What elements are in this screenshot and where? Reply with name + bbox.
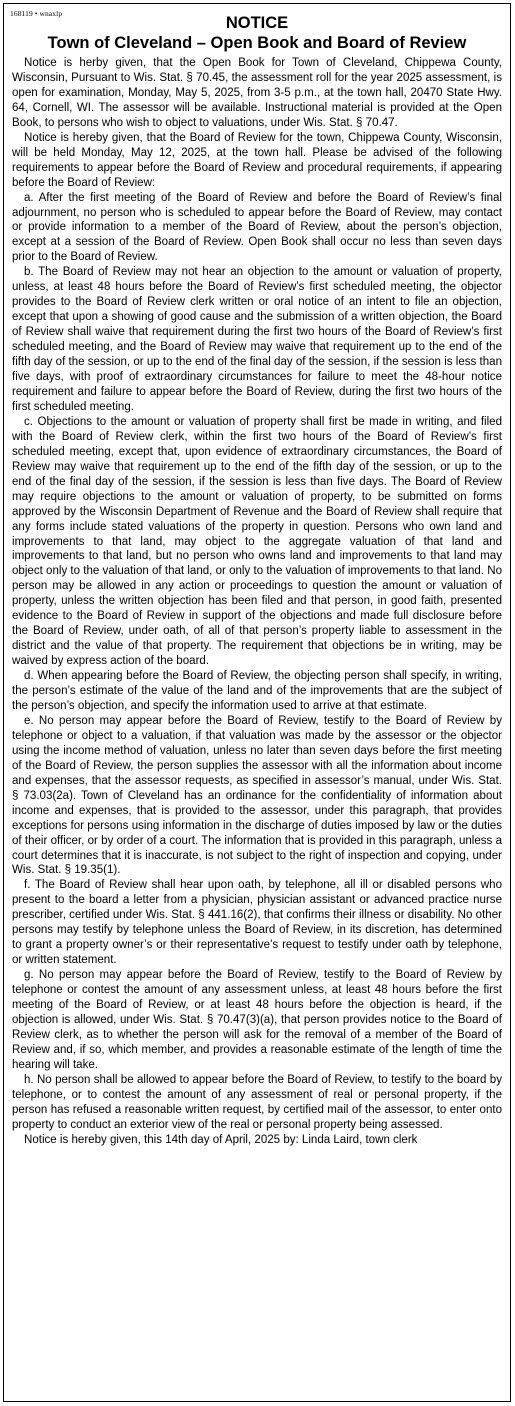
requirement-b: b. The Board of Review may not hear an objection to the amount or valuation of property, unless, at least 48 hours before the Board of Review’s first scheduled meeting, the objector provides to the Board of Review clerk written or oral notice of an intent to file an objection, except that upon a showing of good cause and the submission of a written objection, the Board of Review shall waive that requirement during the first two hours of the Board of Review’s first scheduled meeting, and the Board of Review may waive that requirement up to the end of the fifth day of the session, or up to the end of the final day of the session, if the session is less than five days, with proof of extraordinary circumstances for failure to meet the 48-hour notice requirement and failure to appear before the Board of Review, during the first two hours of the first scheduled meeting. [12, 266, 502, 413]
paragraph-board-of-review: Notice is hereby given, that the Board of Review for the town, Chippewa County, Wisconsin, will be held Monday, May 12, 2025, at the town hall. Please be advised of the following requirements to appear before the Board of Review and procedural requirements, if appearing before the Board of Review: [12, 131, 502, 189]
notice-subheading: Town of Cleveland – Open Book and Board of Review [47, 34, 467, 52]
requirement-a: a. After the first meeting of the Board of Review and before the Board of Review’s final adjournment, no person who is scheduled to appear before the Board of Review, may contact or provide information to a member of the Board of Review, about the person’s objection, except at a session of the Board of Review. Open Book shall occur no less than seven days prior to the Board of Review. [12, 191, 502, 264]
signature-line: Notice is hereby given, this 14th day of April, 2025 by: Linda Laird, town clerk [24, 1133, 418, 1146]
requirement-g: g. No person may appear before the Board of Review, testify to the Board of Review by telephone or contest the amount of any assessment unless, at least 48 hours before the first meeting of the Board of Review, or at least 48 hours before the objection is heard, if the objection is allowed, under Wis. Stat. § 70.47(3)(a), that person provides notice to the Board of Review clerk, as to whether the person will ask for the removal of a member of the Board of Review and, if so, which member, and provides a reasonable estimate of the length of time the hearing will take. [12, 969, 502, 1071]
paragraph-open-book: Notice is herby given, that the Open Book for Town of Cleveland, Chippewa County, Wisconsin, Pursuant to Wis. Stat. § 70.45, the assessment roll for the year 2025 assessment, is open for examination, Monday, May 5, 2025, from 3-5 p.m., at the town hall, 20470 State Hwy. 64, Cornell, WI. The assessor will be available. Instructional material is provided at the Open Book, to persons who wish to object to valuations, under Wis. Stat. § 70.47. [12, 57, 502, 129]
ad-id: 168119 • wnaxlp [10, 9, 63, 18]
requirement-d: d. When appearing before the Board of Review, the objecting person shall specify, in writing, the person’s estimate of the value of the land and of the improvements that are the subject of the person’s objection, and specify the information used to arrive at that estimate. [12, 670, 502, 712]
requirement-f: f. The Board of Review shall hear upon oath, by telephone, all ill or disabled persons who present to the board a letter from a physician, physician assistant or advanced practice nurse prescriber, certified under Wis. Stat. § 441.16(2), that confirms their illness or disability. No other persons may testify by telephone unless the Board of Review, in its discretion, has determined to grant a property owner’s or their representative’s request to testify under oath by telephone, or written statement. [12, 879, 502, 967]
requirement-e: e. No person may appear before the Board of Review, testify to the Board of Review by telephone or object to a valuation, if that valuation was made by the assessor or the objector using the income method of valuation, unless no later than seven days before the first meeting of the Board of Review, the person supplies the assessor with all the information about income and expenses, that the assessor requests, as specified in assessor’s manual, under Wis. Stat. § 73.03(2a). Town of Cleveland has an ordinance for the confidentiality of information about income and expenses, that is provided to the assessor, under this paragraph, that provides exceptions for persons using information in the discharge of duties imposed by law or the duties of their officer, or by order of a court. The information that is provided in this paragraph, unless a court determines that it is inaccurate, is not subject to the right of inspection and copying, under Wis. Stat. § 19.35(1). [12, 714, 502, 877]
requirement-h: h. No person shall be allowed to appear before the Board of Review, to testify to the board by telephone, or to contest the amount of any assessment of real or personal property, if the person has refused a reasonable written request, by certified mail of the assessor, to enter onto property to conduct an exterior view of the real or personal property being assessed. [12, 1073, 502, 1131]
notice-heading: NOTICE [225, 14, 289, 32]
legal-notice [3, 3, 511, 1402]
requirement-c: c. Objections to the amount or valuation of property shall first be made in writing, and filed with the Board of Review clerk, within the first two hours of the Board of Review’s first scheduled meeting, except that, upon evidence of extraordinary circumstances, the Board of Review may waive that requirement up to the end of the fifth day of the session, or up to the end of the final day of the session, if the session is less than five days. The Board of Review may require objections to the amount or valuation of property, to be submitted on forms approved by the Wisconsin Department of Revenue and the Board of Review shall require that any forms include stated valuations of the property in question. Persons who own land and improvements to that land, may object to the aggregate valuation of that land and improvements to that land, but no person who owns land and improvements to that land may object only to the valuation of that land, or only to the valuation of improvements to that land. No person may be allowed in any action or proceedings to question the amount or valuation of property, unless the written objection has been filed and that person, in good faith, presented evidence to the Board of Review in support of the objections and made full disclosure before the Board of Review, under oath, of all of that person’s property liable to assessment in the district and the value of that property. The requirement that objections be in writing, may be waived by express action of the board. [12, 415, 502, 668]
